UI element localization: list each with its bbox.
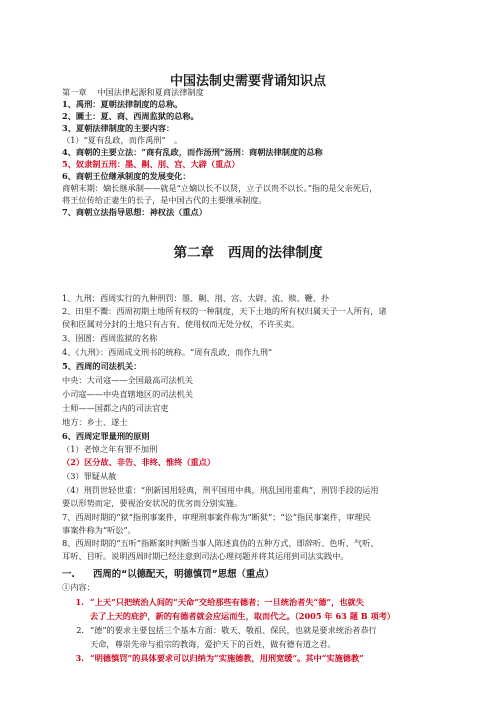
ch1-line-6: 5、奴隶制五刑：墨、劓、刖、宫、大辟（重点） (62, 159, 240, 169)
ch2-para-5d: 地方：乡士、遂士 (62, 417, 128, 427)
item-1-line-a (62, 597, 452, 608)
ch2-para-5c: 士师——国都之内的司法官吏 (62, 403, 169, 413)
ch1-line-8a: 商朝末期：嫡长继承制——就是“立嫡以长不以贤，立子以贵不以长。”指的是父亲死后， (62, 183, 378, 193)
chapter-2-heading (0, 241, 496, 261)
section-1-number: 一. (62, 569, 75, 580)
ch2-para-8a: 8、西周时期的“五听”指断案时判断当事人陈述真伪的五种方式，即辞听、色听、气听、 (62, 538, 379, 548)
item-3-line-a (62, 653, 452, 664)
ch1-line-8b: 将王位传给正妻生的长子，是中国古代的主要继承制度。 (62, 195, 267, 205)
section-1-title: 西周的“以德配天，明德慎罚”思想（重点） (92, 569, 275, 580)
ch2-para-2b: 侯和臣属对分封的土地只有占有、使用权而无处分权，不许买卖。 (62, 319, 300, 329)
ch1-line-9: 7、商朝立法指导思想：神权法（重点） (62, 207, 207, 217)
ch2-para-3: 3、囹圄：西周监狱的名称 (62, 333, 158, 343)
ch1-line-3: 3、夏朝法律制度的主要内容： (62, 123, 175, 133)
ch2-para-6d2: 要以形势而定，要视治安状况的优劣而分别实施。 (62, 498, 243, 508)
ch2-para-5b: 小司寇——中央直辖地区的司法机关 (62, 389, 194, 399)
item-2-number: 2. (76, 625, 84, 635)
ch2-para-6c: （3）罪疑从赦 (62, 471, 117, 481)
ch2-para-6a: （1）老悼之年有罪不加刑 (62, 444, 158, 454)
ch2-para-2a: 2、田里不鬻：西周初期土地所有权的一种制度，天下土地的所有权归属天子一人所有，诸 (62, 306, 387, 316)
ch2-para-1: 1、九刑：西周实行的九种刑罚：墨、劓、刖、宫、大辟、流、赎、鞭、扑 (62, 293, 330, 303)
chapter-2-name: 西周的法律制度 (228, 245, 323, 261)
ch1-line-1: 1、禹刑：夏朝法律制度的总称。 (62, 99, 183, 109)
item-2-text-a: “德”的要求主要包括三个基本方面：敬天、敬祖、保民，也就是要求统治者恭行 (90, 625, 377, 635)
ch1-line-7: 6、商朝王位继承制度的发展变化： (62, 171, 191, 181)
item-3-number: 3. (75, 653, 84, 663)
ch2-para-6: 6、西周定罪量刑的原则 (62, 431, 150, 441)
ch1-line-4: （1）“夏有乱政，而作禹刑” 。 (62, 135, 183, 145)
ch2-para-7b: 事案件称为“听讼”。 (62, 525, 136, 535)
item-1-text-a: “上天”只把统治人间的“天命”交给那些有德者；一旦统治者失“德”，也就失 (90, 597, 364, 607)
ch2-para-5a: 中央：大司寇——全国最高司法机关 (62, 375, 194, 385)
ch2-para-4: 4、《九刑》：西周成文刑书的统称。“周有乱政，而作九刑” (62, 347, 273, 357)
item-1-number: 1. (75, 597, 84, 607)
section-1-heading (62, 566, 274, 580)
section-1-intro: ①内容： (62, 582, 95, 592)
ch2-para-5: 5、西周的司法机关： (62, 361, 142, 371)
ch2-para-7a: 7、西周时期的“狱”指刑事案件，审理刑事案件称为“断狱”；“讼”指民事案件，审理民 (62, 512, 371, 522)
ch2-para-6d1: （4）刑罚世轻世重：“刑新国用轻典，刑平国用中典，刑乱国用重典”，刑罚手段的运用 (62, 485, 379, 495)
ch2-para-8b: 耳听、目听。说明西周时期已经注意到司法心理问题并将其运用到司法实践中。 (62, 551, 349, 561)
item-1-line-b: 去了上天的庇护，新的有德者就会应运而生，取而代之。（2005 年 63 题 B 项考） (90, 611, 396, 621)
page-title: 中国法制史需要背诵知识点 (169, 74, 326, 89)
item-3-text-a: “明德慎罚”的具体要求可以归纳为“实施德教，用刑宽缓”。其中“实施德教” (90, 653, 364, 663)
ch2-para-6b: （2）区分故、非告、非终、惟终（重点） (62, 457, 216, 467)
item-2-line-b: 天命，尊崇先帝与祖宗的教诲，爱护天下的百姓，做有德有道之君。 (90, 639, 336, 649)
item-2-line-a (62, 625, 452, 636)
chapter-2-number: 第二章 (173, 245, 214, 261)
ch1-line-5: 4、商朝的主要立法：“商有乱政，而作汤刑”汤刑：商朝法律制度的总称 (62, 147, 323, 157)
ch1-line-2: 2、圜土：夏、商、西周监狱的总称。 (62, 111, 199, 121)
chapter-1-heading: 第一章 中国法律起源和夏商法律制度 (62, 87, 204, 97)
